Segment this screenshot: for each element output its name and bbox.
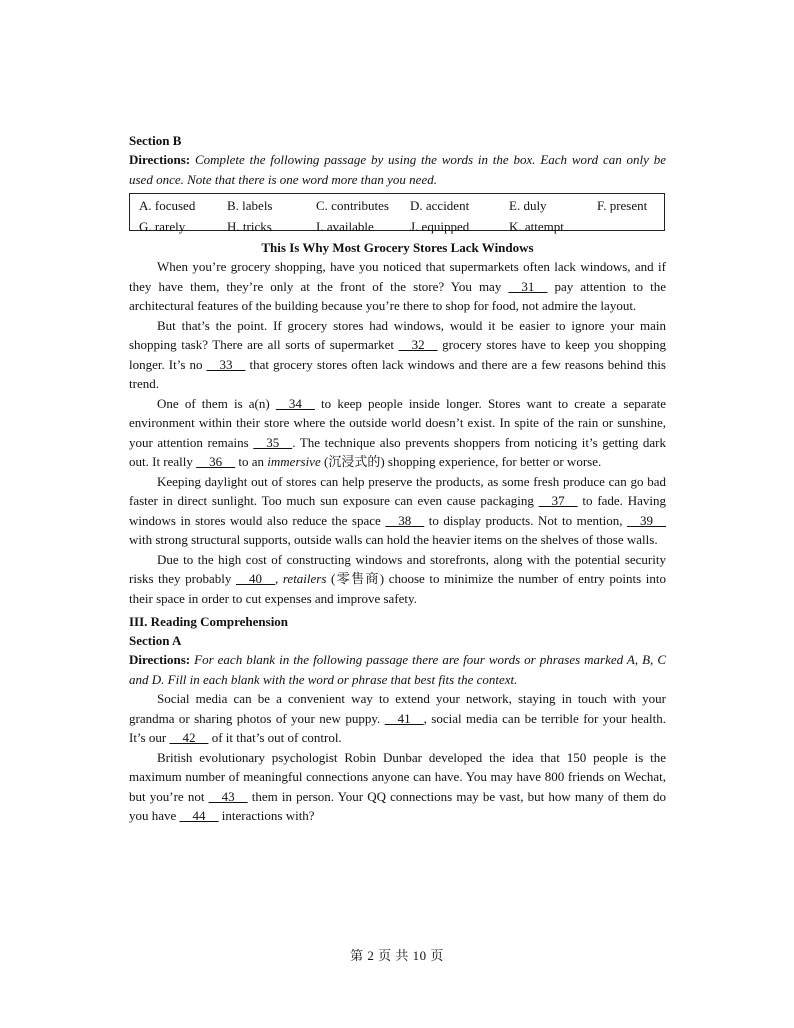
word-option: B. labels [227, 198, 273, 213]
word-option: I. available [316, 219, 374, 234]
passage-title: This Is Why Most Grocery Stores Lack Windows [261, 240, 534, 255]
blank-37: 37 [538, 493, 578, 508]
blank-39: 39 [626, 512, 666, 528]
directions-text: For each blank in the following passage there are four words or phrases marked A, B, C and D. Fill in each blank with the word or phrase that best fits the context. [129, 652, 666, 687]
text-run: to fade. Having windows in stores would also reduce the space [129, 493, 666, 528]
word-option: C. contributes [316, 198, 389, 213]
text-run: interactions with? [218, 808, 315, 823]
section-b-heading: Section B [129, 133, 182, 148]
blank-31: 31 [508, 278, 548, 294]
blank-38: 38 [385, 512, 425, 528]
blank-36: 36 [196, 454, 236, 469]
text-run: to an [235, 454, 268, 469]
blank-40: 40 [235, 571, 275, 586]
section-b-directions [129, 150, 666, 189]
word-option: G. rarely [139, 219, 186, 234]
blank-35: 35 [253, 434, 293, 450]
word-option: E. duly [509, 198, 547, 213]
passage-paragraph [129, 257, 666, 316]
text-run: , social media can be terrible for your health. It’s our [129, 710, 666, 745]
text-run: (零售商) choose to minimize the number of entry points into their space in order to cut expenses and improve safety. [129, 571, 667, 606]
blank-33: 33 [206, 356, 246, 372]
section-a-heading: Section A [129, 633, 182, 648]
text-run: of it that’s out of control. [208, 730, 342, 745]
word-option: H. tricks [227, 219, 272, 234]
text-run: to display products. Not to mention, [424, 512, 627, 528]
text-run: Keeping daylight out of stores can help preserve the products, as some fresh produce can go bad faster in direct sunlight. Too much sun exposure can even cause packaging [129, 473, 666, 508]
word-option: A. focused [139, 198, 196, 213]
text-run: grocery stores have to keep you shopping longer. It’s no [129, 337, 667, 372]
text-run: with strong structural supports, outside walls can hold the heavier items on the shelves of those walls. [129, 532, 658, 547]
text-run: Due to the high cost of constructing windows and storefronts, along with the potential security risks they probably [129, 551, 666, 586]
directions-label: Directions: [129, 652, 191, 667]
section-a-directions [129, 650, 666, 689]
italic-term: immersive [267, 454, 321, 469]
word-option: D. accident [410, 198, 470, 213]
word-box [129, 193, 665, 234]
directions-label: Directions: [129, 152, 191, 167]
text-run: British evolutionary psychologist Robin Dunbar developed the idea that 150 people is the maximum number of meaningful connections anyone can have. You may have 800 friends on Wechat, but you’re not [129, 749, 666, 804]
blank-32: 32 [398, 337, 438, 352]
blank-34: 34 [275, 395, 315, 411]
page-content [129, 131, 666, 826]
text-run: One of them is a(n) [157, 395, 276, 411]
text-run: to keep people inside longer. Stores want to create a separate environment within their store where the outside world doesn’t exist. In spite of the rain or sunshine, your attention remains [129, 395, 666, 450]
text-run: Social media can be a convenient way to extend your network, staying in touch with your grandma or sharing photos of your new puppy. [129, 691, 666, 726]
part3-heading: III. Reading Comprehension [129, 614, 289, 629]
text-run: them in person. Your QQ connections may be vast, but how many of them do you have [129, 788, 666, 823]
text-run: When you’re grocery shopping, have you noticed that supermarkets often lack windows, and if they have them, they’re only at the front of the store? You may [129, 259, 666, 294]
text-run: But that’s the point. If grocery stores had windows, would it be easier to ignore your main shopping task? There are all sorts of supermarket [129, 317, 666, 352]
text-run: pay attention to the architectural features of the building because you’re there to shop for food, not admire the layout. [129, 278, 666, 313]
word-option: K. attempt [509, 219, 564, 234]
blank-44: 44 [179, 808, 219, 823]
directions-text: Complete the following passage by using the words in the box. Each word can only be used once. Note that there is one word more than you need. [129, 152, 666, 187]
blank-42: 42 [169, 730, 209, 745]
blank-41: 41 [384, 710, 424, 726]
word-option: F. present [597, 198, 648, 213]
passage-paragraph [129, 316, 666, 394]
word-box-row-2 [130, 219, 664, 240]
passage-paragraph [129, 394, 666, 472]
text-run: . The technique also prevents shoppers from noticing it’s getting dark out. It really [129, 434, 667, 469]
page-footer: 第 2 页 共 10 页 [350, 948, 444, 963]
text-run: , [274, 571, 283, 586]
passage-paragraph [129, 550, 666, 609]
italic-term: retailers [282, 571, 327, 586]
passage-paragraph [129, 748, 666, 826]
word-box-row-1 [130, 198, 664, 219]
word-option: J. equipped [410, 219, 470, 234]
passage-paragraph [129, 689, 666, 748]
text-run: that grocery stores often lack windows and there are a few reasons behind this trend. [129, 356, 666, 391]
text-run: (沉浸式的) shopping experience, for better or worse. [320, 454, 602, 469]
passage-paragraph [129, 472, 666, 550]
blank-43: 43 [208, 788, 248, 804]
